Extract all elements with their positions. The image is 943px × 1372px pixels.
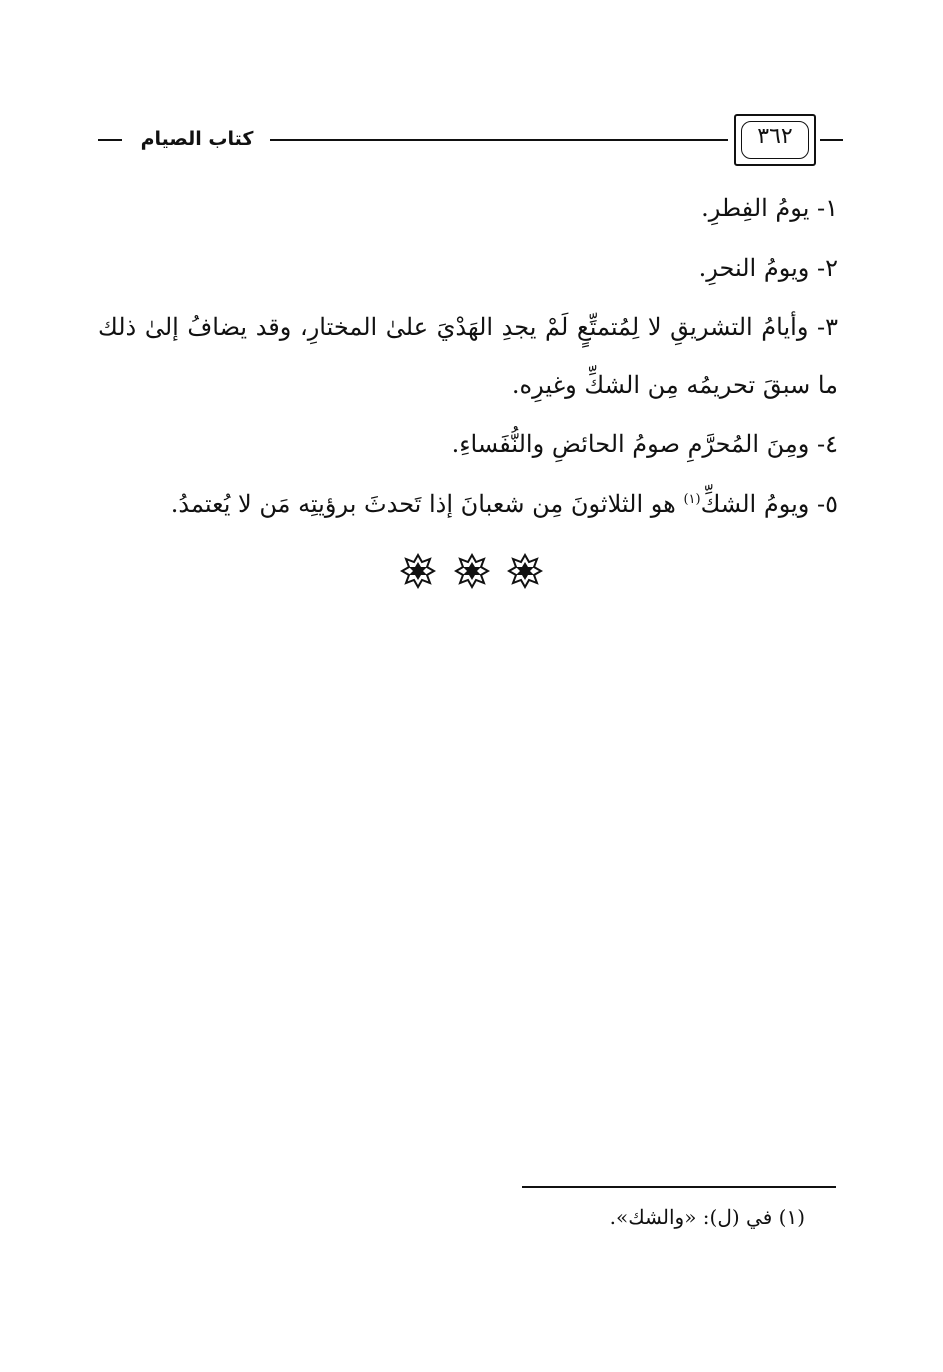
page-number: ٣٦٢ (757, 124, 793, 149)
footnote-separator (522, 1186, 836, 1188)
running-title: كتاب الصيام (140, 128, 254, 150)
list-item-3: ٣- وأيامُ التشريقِ لا لِمُتمتِّعٍ لَمْ يجدِ الهَدْيَ علىٰ المختارِ، وقد يضافُ إلىٰ ذلك ما سبقَ تحريمُه مِن الشكِّ وغيرِه. (98, 313, 838, 399)
section-separator (0, 553, 943, 600)
list-item-5 (98, 474, 838, 534)
star-ornament-icon (454, 553, 490, 589)
list-item-5-end: هو الثلاثونَ مِن شعبانَ إذا تَحدثَ برؤيتِه مَن لا يُعتمدُ. (170, 490, 684, 518)
header-rule-middle (270, 139, 728, 141)
header-rule-right (820, 139, 843, 141)
main-text (98, 178, 838, 534)
list-item-5-start: ٥- ويومُ الشكِّ (700, 490, 838, 518)
page-header (98, 112, 843, 170)
footnote-1: (١) في (ل): «والشك». (609, 1205, 805, 1229)
header-rule-left (98, 139, 122, 141)
star-ornament-icon (507, 553, 543, 589)
footnote-ref-1[interactable]: (١) (683, 492, 701, 507)
page-number-frame (734, 114, 816, 166)
list-item-2: ٢- ويومُ النحرِ. (698, 254, 838, 282)
list-item-1: ١- يومُ الفِطرِ. (701, 194, 838, 222)
star-ornament-icon (400, 553, 436, 589)
list-item-4: ٤- ومِنَ المُحرَّمِ صومُ الحائضِ والنُّفَساءِ. (451, 430, 838, 458)
